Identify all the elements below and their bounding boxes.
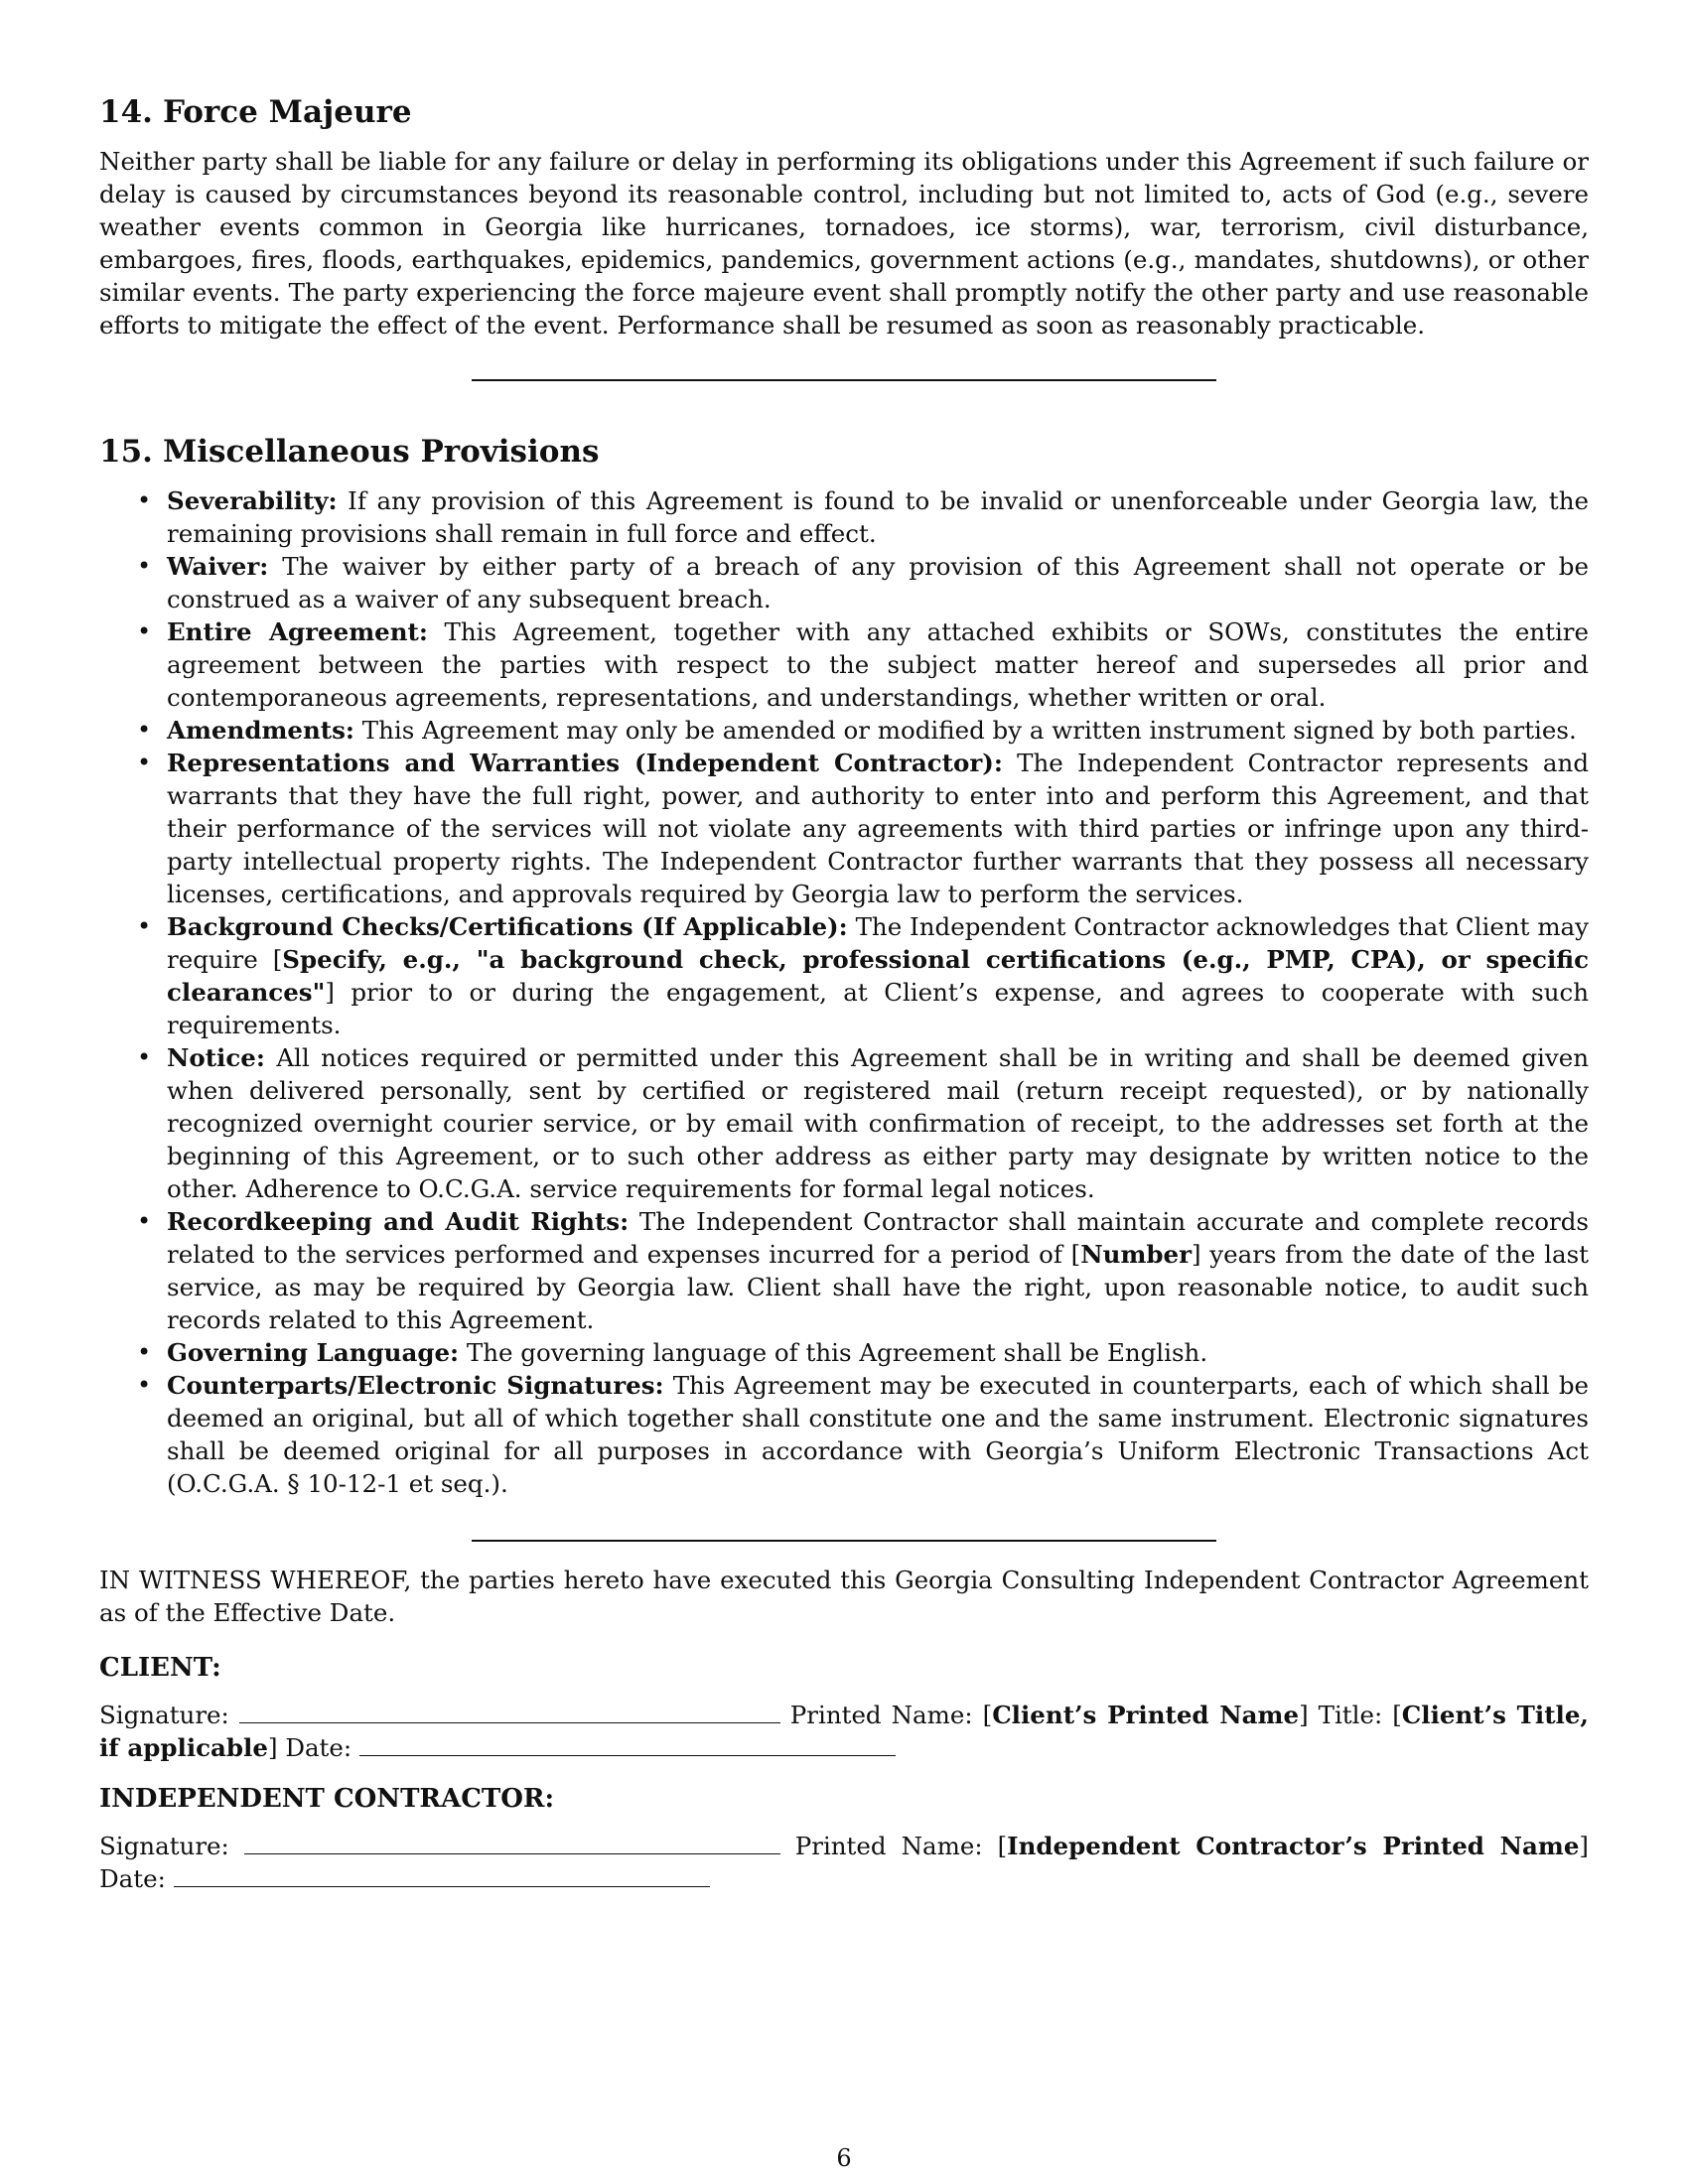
section-14-title: Force Majeure: [162, 94, 412, 130]
list-item: [167, 1336, 1589, 1369]
provision-term: Governing Language:: [167, 1338, 460, 1367]
contractor-signature-line[interactable]: [244, 1832, 780, 1854]
contractor-date-line[interactable]: [174, 1864, 710, 1887]
contractor-label: INDEPENDENT CONTRACTOR:: [99, 1784, 555, 1814]
list-item: [167, 910, 1589, 1041]
list-item: [167, 714, 1589, 747]
contractor-signature-label: Signature:: [99, 1832, 229, 1860]
client-date-line[interactable]: [359, 1733, 896, 1756]
provision-term: Waiver:: [167, 552, 269, 581]
section-14-number: 14.: [99, 94, 153, 130]
client-label: CLIENT:: [99, 1653, 221, 1683]
provision-text: This Agreement may be executed in counterparts, each of which shall be deemed an original, but all of which together shall constitute one and the same instrument. Electronic signatures shall be deemed original for all purposes in accordance with Georgia’s Uniform Electronic Transactions Act (O.C.G.A. § 10-12-1 et seq.).: [167, 1371, 1589, 1498]
placeholder-text: Number: [1080, 1240, 1192, 1269]
page-number: 6: [836, 2144, 852, 2172]
provision-term: Counterparts/Electronic Signatures:: [167, 1371, 664, 1400]
provision-term: Notice:: [167, 1043, 265, 1072]
section-14-heading: [99, 91, 1589, 133]
provision-text: ] prior to or during the engagement, at Client’s expense, and agrees to cooperate with such requirements.: [167, 978, 1589, 1039]
provision-term: Entire Agreement:: [167, 617, 428, 646]
provision-text: The Independent Contractor represents and warrants that they have the full right, power, and authority to enter into and perform this Agreement, and that their performance of the services will not violate any agreements with third parties or infringe upon any third-party intellectual property rights. The Independent Contractor further warrants that they possess all necessary licenses, certifications, and approvals required by Georgia law to perform the services.: [167, 749, 1590, 908]
contractor-printed-name-placeholder: Independent Contractor’s Printed Name: [1007, 1832, 1580, 1860]
list-item: [167, 484, 1589, 550]
client-title-label: Title:: [1318, 1701, 1383, 1729]
client-printed-name-label: Printed Name:: [789, 1701, 973, 1729]
list-item: [167, 550, 1589, 615]
list-item: [167, 1041, 1589, 1205]
contractor-signature-block: Signature: Printed Name: [Independent Contractor’s Printed Name] Date:: [99, 1832, 1589, 1893]
provision-text: The Independent Contractor acknowledges that Client may require [: [167, 912, 1590, 974]
provision-text: ] years from the date of the last service, as may be required by Georgia law. Client shall have the right, upon reasonable notice, to audit such records related to this Agreement.: [167, 1240, 1589, 1334]
provision-term: Severability:: [167, 486, 338, 515]
provision-text: The Independent Contractor shall maintain accurate and complete records related to the services performed and expenses incurred for a period of [: [167, 1207, 1589, 1269]
provision-text: If any provision of this Agreement is found to be invalid or unenforceable under Georgia law, the remaining provisions shall remain in full force and effect.: [167, 486, 1589, 548]
provision-text: The waiver by either party of a breach of any provision of this Agreement shall not operate or be construed as a waiver of any subsequent breach.: [167, 552, 1589, 614]
provision-term: Representations and Warranties (Independent Contractor):: [167, 749, 1003, 777]
section-15-number: 15.: [99, 434, 153, 470]
provision-text: All notices required or permitted under this Agreement shall be in writing and shall be deemed given when delivered personally, sent by certified or registered mail (return receipt requested), or by nationally recognized overnight courier service, or by email with confirmation of receipt, to the addresses set forth at the beginning of this Agreement, or to such other address as either party may designate by written notice to the other. Adherence to O.C.G.A. service requirements for formal legal notices.: [167, 1043, 1589, 1203]
provision-term: Recordkeeping and Audit Rights:: [167, 1207, 630, 1236]
client-date-label: Date:: [285, 1733, 352, 1762]
contractor-printed-name-label: Printed Name:: [794, 1832, 983, 1860]
witness-statement: IN WITNESS WHEREOF, the parties hereto have executed this Georgia Consulting Independent Contractor Agreement as of the Effective Date.: [99, 1566, 1589, 1627]
client-printed-name-placeholder: Client’s Printed Name: [992, 1701, 1300, 1729]
list-item: [167, 1205, 1589, 1336]
section-divider: [472, 1540, 1216, 1542]
document-page: [99, 91, 1589, 1895]
section-15-title: Miscellaneous Provisions: [162, 434, 600, 470]
list-item: [167, 615, 1589, 714]
contractor-date-label: Date:: [99, 1864, 166, 1893]
provision-term: Amendments:: [167, 716, 354, 745]
placeholder-text: Specify, e.g., "a background check, professional certifications (e.g., PMP, CPA), or specific clearances": [167, 945, 1589, 1007]
client-title-placeholder: Client’s Title, if applicable: [99, 1701, 1589, 1762]
list-item: [167, 1369, 1589, 1500]
client-signature-block: Signature: Printed Name: [Client’s Printed Name] Title: [Client’s Title, if applicable] Date:: [99, 1701, 1589, 1762]
provision-text: The governing language of this Agreement shall be English.: [466, 1338, 1208, 1367]
provisions-list: [99, 484, 1589, 1500]
client-signature-label: Signature:: [99, 1701, 229, 1729]
client-signature-line[interactable]: [239, 1701, 780, 1723]
section-14-body: Neither party shall be liable for any failure or delay in performing its obligations under this Agreement if such failure or delay is caused by circumstances beyond its reasonable control, including but not limited to, acts of God (e.g., severe weather events common in Georgia like hurricanes, tornadoes, ice storms), war, terrorism, civil disturbance, embargoes, fires, floods, earthquakes, epidemics, pandemics, government actions (e.g., mandates, shutdowns), or other similar events. The party experiencing the force majeure event shall promptly notify the other party and use reasonable efforts to mitigate the effect of the event. Performance shall be resumed as soon as reasonably practicable.: [99, 147, 1589, 340]
provision-text: This Agreement, together with any attached exhibits or SOWs, constitutes the entire agreement between the parties with respect to the subject matter hereof and supersedes all prior and contemporaneous agreements, representations, and understandings, whether written or oral.: [167, 617, 1589, 712]
provision-text: This Agreement may only be amended or modified by a written instrument signed by both parties.: [361, 716, 1577, 745]
list-item: [167, 747, 1589, 910]
section-divider: [472, 379, 1216, 381]
section-15-heading: [99, 431, 1589, 473]
provision-term: Background Checks/Certifications (If Applicable):: [167, 912, 848, 941]
